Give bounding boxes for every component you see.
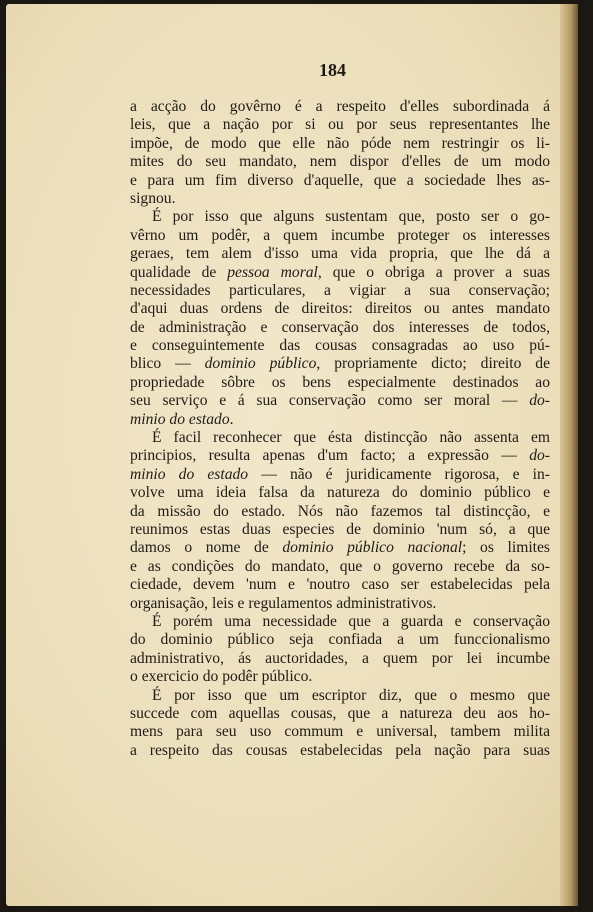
text-line: qualidade de pessoa moral, que o obriga a prover a suas bbox=[130, 263, 550, 281]
text-line: da missão do estado. Nós não fazemos tal distincção, e bbox=[130, 502, 550, 520]
text-line: e para um fim diverso d'aquelle, que a sociedade lhes as- bbox=[130, 171, 550, 189]
text-line: signou. bbox=[130, 189, 176, 207]
text-line: necessidades particulares, a vigiar a sua conservação; bbox=[130, 281, 550, 299]
text-line: leis, que a nação por si ou por seus representantes lhe bbox=[130, 116, 550, 134]
text-line: administrativo, ás auctoridades, a quem por lei incumbe bbox=[130, 649, 550, 667]
text-line: geraes, tem alem d'isso uma vida propria, que lhe dá a bbox=[130, 245, 550, 263]
text-line: de administração e conservação dos interesses de todos, bbox=[130, 318, 550, 336]
text-line: mens para seu uso commum e universal, tambem milita bbox=[130, 723, 550, 741]
text-line: principios, resulta apenas d'um facto; a expressão — do- bbox=[130, 447, 550, 465]
text-line: reunimos estas duas especies de dominio 'num só, a que bbox=[130, 520, 550, 538]
text-line: minio do estado. bbox=[130, 410, 234, 428]
text-line: minio do estado — não é juridicamente rigorosa, e in- bbox=[130, 465, 550, 483]
text-line: o exercicio do podêr público. bbox=[130, 668, 313, 686]
text-line: É facil reconhecer que ésta distincção não assenta em bbox=[152, 429, 550, 447]
text-line: mites do seu mandato, nem dispor d'elles de um modo bbox=[130, 153, 550, 171]
text-line: e as condições do mandato, que o governo recebe da so- bbox=[130, 557, 550, 575]
text-line: blico — dominio público, propriamente dicto; direito de bbox=[130, 355, 550, 373]
text-line: volve uma ideia falsa da natureza do dominio público e bbox=[130, 484, 550, 502]
text-line: propriedade sôbre os bens especialmente destinados ao bbox=[130, 373, 550, 391]
text-line: ciedade, devem 'num e 'noutro caso ser estabelecidas pela bbox=[130, 576, 550, 594]
text-line: É por isso que um escriptor diz, que o mesmo que bbox=[152, 686, 550, 704]
text-line: vêrno um podêr, a quem incumbe proteger os interesses bbox=[130, 226, 550, 244]
book-page bbox=[6, 4, 578, 906]
text-line: succede com aquellas cousas, que a natureza deu aos ho- bbox=[130, 704, 550, 722]
text-line: É por isso que alguns sustentam que, posto ser o go- bbox=[152, 208, 550, 226]
text-line: seu serviço e á sua conservação como ser moral — do- bbox=[130, 392, 550, 410]
body-text bbox=[130, 98, 550, 760]
text-line: d'aqui duas ordens de direitos: direitos ou antes mandato bbox=[130, 300, 550, 318]
page-spine-shadow bbox=[560, 4, 578, 906]
page-number: 184 bbox=[319, 60, 346, 80]
text-line: a acção do govêrno é a respeito d'elles subordinada á bbox=[130, 98, 550, 115]
text-line: organisação, leis e regulamentos administrativos. bbox=[130, 594, 437, 612]
text-line: do dominio público seja confiada a um funccionalismo bbox=[130, 631, 550, 649]
text-line: a respeito das cousas estabelecidas pela nação para suas bbox=[130, 741, 550, 759]
text-line: impõe, de modo que elle não póde nem restringir os li- bbox=[130, 134, 550, 152]
text-line: damos o nome de dominio público nacional; os limites bbox=[130, 539, 550, 557]
text-line: É porém uma necessidade que a guarda e conservação bbox=[152, 612, 550, 630]
text-line: e conseguintemente das cousas consagradas ao uso pú- bbox=[130, 337, 550, 355]
